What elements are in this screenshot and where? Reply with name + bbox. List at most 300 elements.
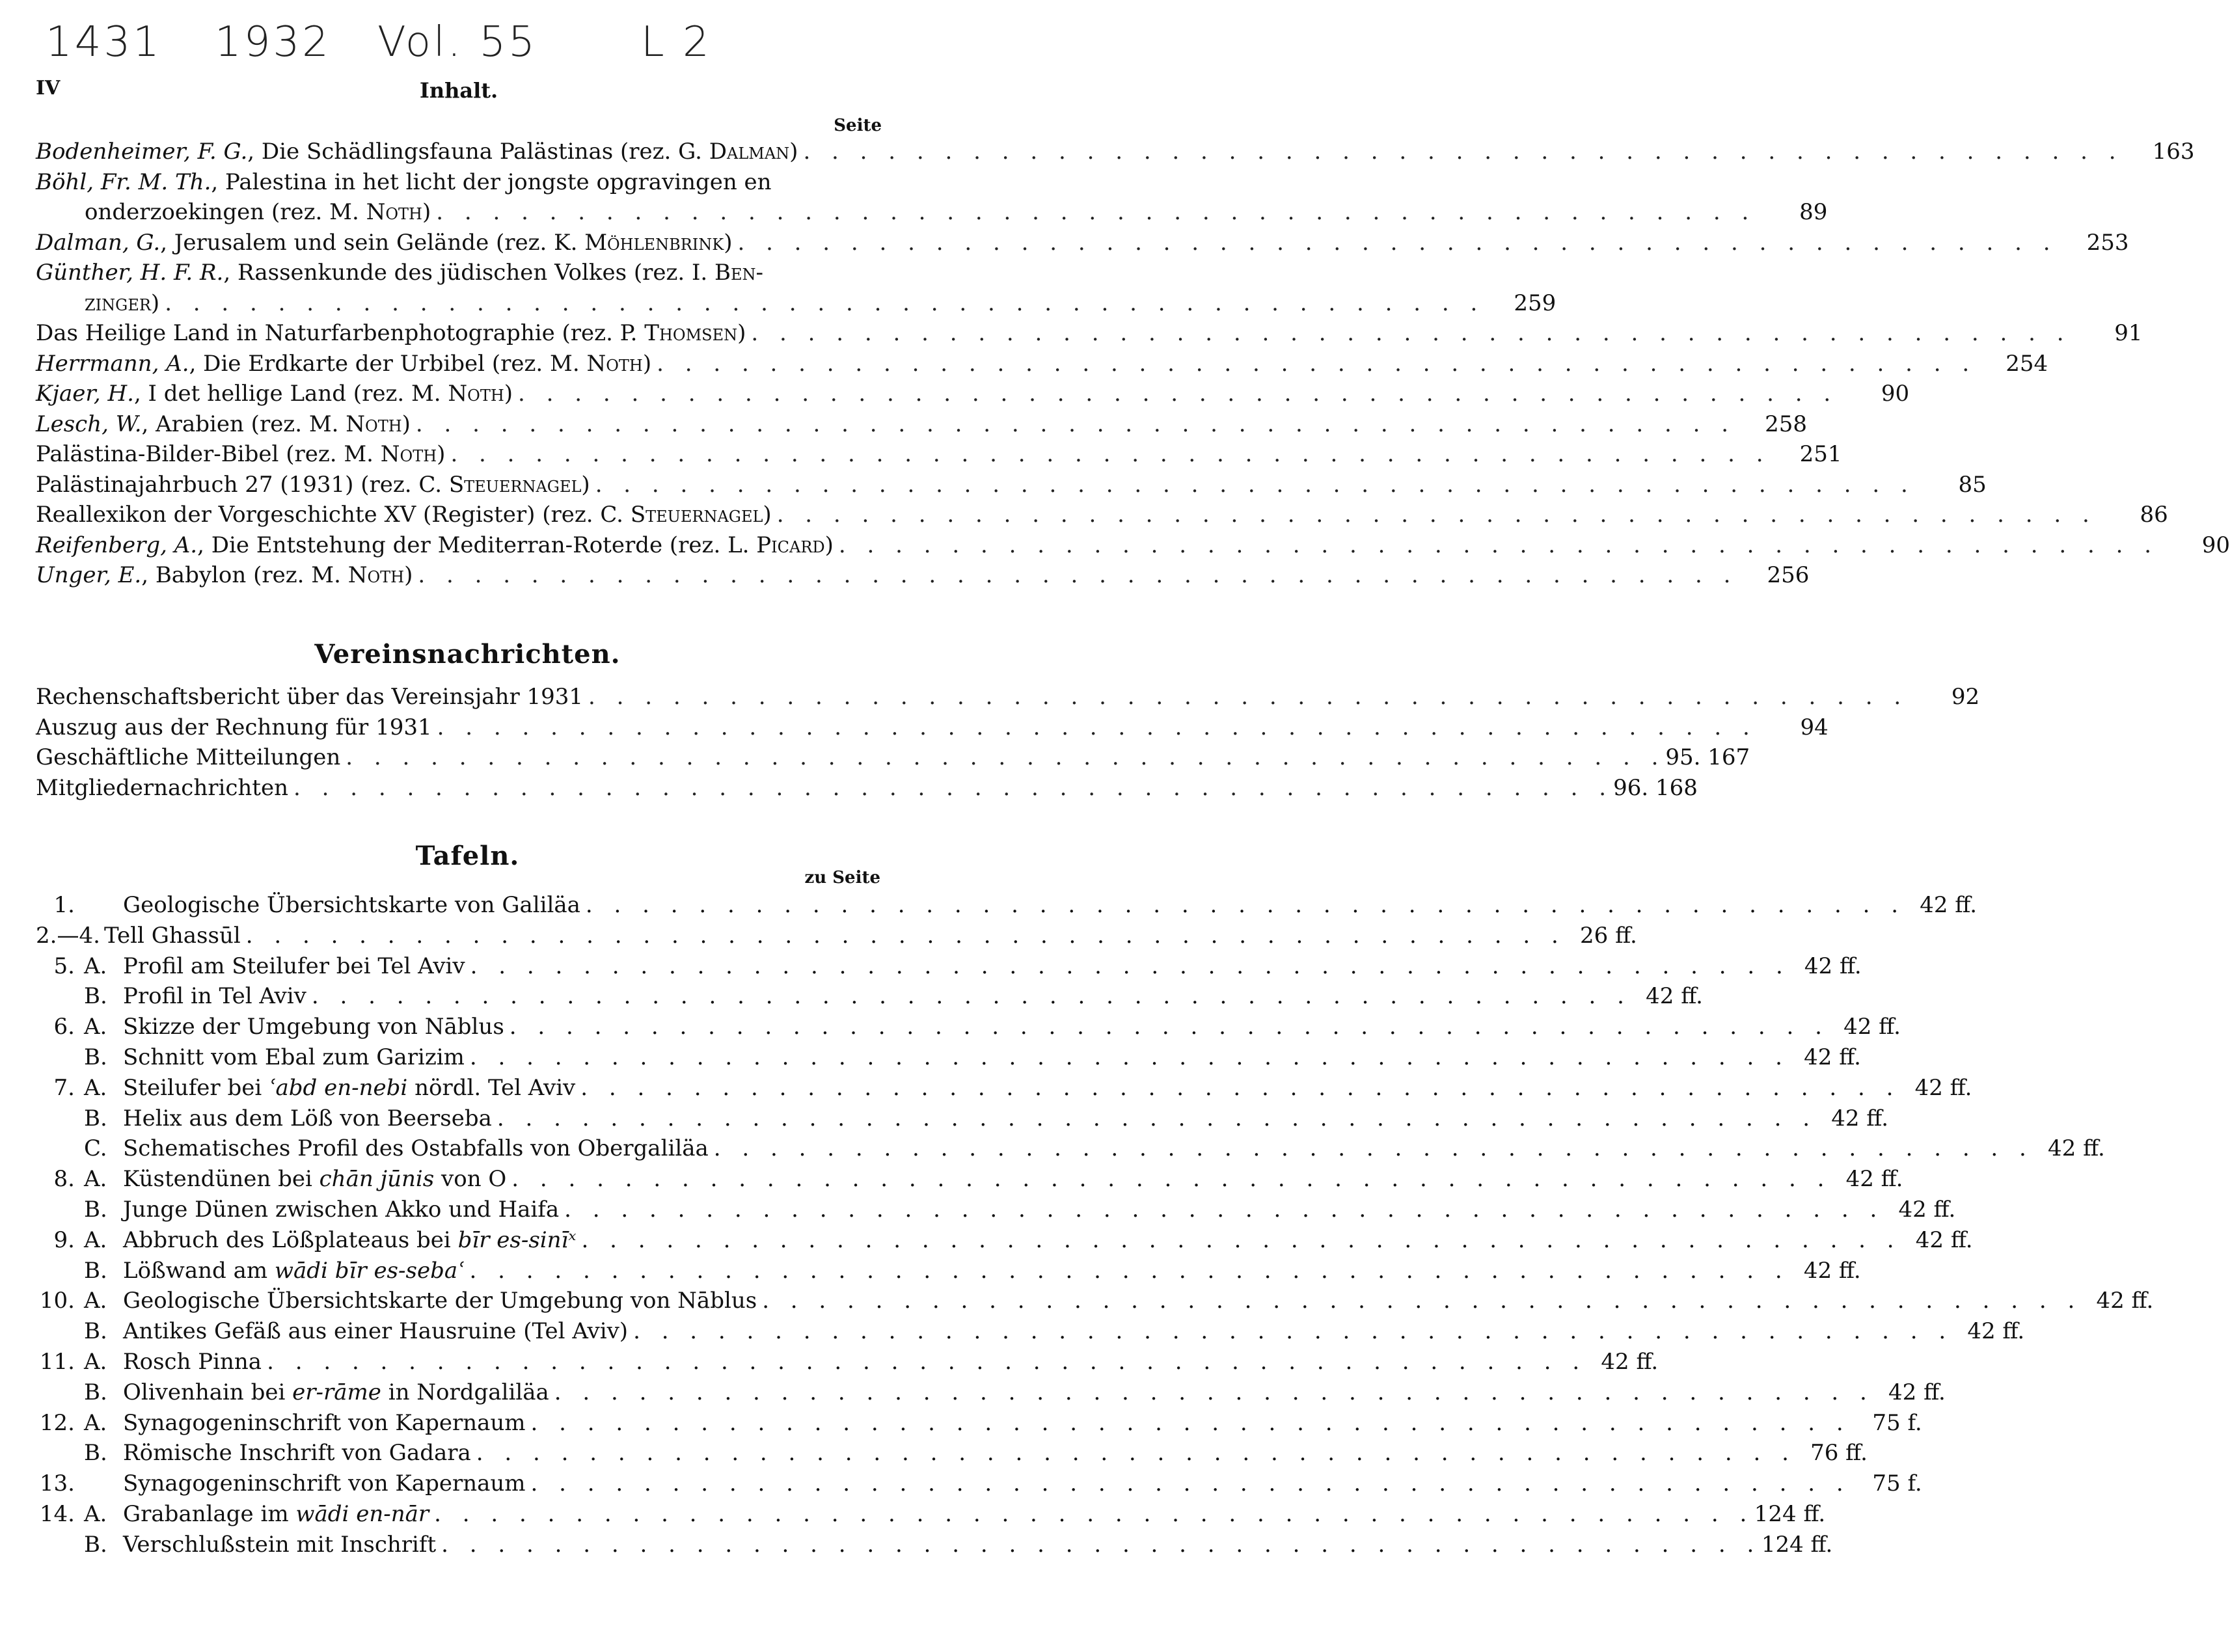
plate-text: [123, 1256, 1789, 1286]
page-ref: 76 ff.: [1810, 1440, 1868, 1467]
leader-dots: . . . . . . . . . . . . . . . . . . . . . . . . . . . . . . . . . . . . . . . . . . . . . . .: [165, 290, 1485, 316]
verein-text: [36, 682, 1908, 712]
tafel-entry: [36, 1012, 1901, 1042]
plate-text: [123, 1499, 1754, 1530]
handwritten-annotation: [46, 18, 891, 77]
page-ref: 42 ff.: [1646, 983, 1703, 1010]
plate-title: [123, 981, 306, 1012]
plate-text: [123, 1104, 1817, 1134]
page-ref: 92: [1951, 684, 1980, 710]
tafel-entry: [36, 1225, 1973, 1256]
verein-text: [36, 773, 1613, 804]
plate-sub: B.: [84, 1196, 107, 1223]
leader-dots: . . . . . . . . . . . . . . . . . . . . . . . . . . . . . . . . . . . . . . . . . . . . . . .: [509, 1014, 1829, 1040]
plate-title-part: Profil in Tel Aviv: [123, 983, 306, 1010]
review-close: ): [504, 381, 513, 407]
plate-title-part: Schematisches Profil des Ostabfalls von Obergaliläa: [123, 1135, 709, 1162]
plate-title-part: von O: [434, 1166, 507, 1193]
tafel-entry: [36, 1286, 2154, 1316]
reviewer-name: Thomsen: [644, 320, 738, 346]
verein-title: Geschäftliche Mitteilungen: [36, 744, 341, 770]
tafel-entry: [36, 1195, 1956, 1225]
review-close: ): [724, 229, 733, 256]
plate-sub: A.: [84, 1288, 107, 1314]
leader-dots: . . . . . . . . . . . . . . . . . . . . . . . . . . . . . . . . . . . . . . . . . . . . . . .: [437, 714, 1757, 740]
plate-text: [123, 1164, 1831, 1195]
review-entry: [36, 258, 880, 288]
plate-title-part: Antikes Gefäß aus einer Hausruine (Tel Aviv): [123, 1318, 629, 1345]
plate-title: [123, 1438, 471, 1469]
page-ref: 124 ff.: [1754, 1500, 1826, 1527]
plate-title-part: Synagogeninschrift von Kapernaum: [123, 1470, 526, 1497]
plate-sub: A.: [84, 1226, 107, 1253]
reviews-list: [36, 137, 2230, 591]
plate-title-part: Tell Ghassūl: [104, 922, 241, 949]
page-ref: 42 ff.: [1804, 953, 1862, 979]
plate-sub: B.: [84, 1440, 107, 1467]
review-title: Palästinajahrbuch 27 (1931) (rez. C.: [36, 471, 449, 498]
plate-place: wādi bīr es-sebaʿ: [274, 1257, 465, 1284]
plate-number: 1.: [53, 892, 75, 918]
verein-entry: [36, 742, 1750, 773]
plate-sub: A.: [84, 953, 107, 979]
plate-title: [123, 1073, 575, 1104]
review-author: Herrmann, A.: [36, 350, 189, 377]
plate-title-part: Steilufer bei: [123, 1074, 269, 1101]
plate-title-part: Rosch Pinna: [123, 1348, 262, 1375]
tafel-entry: [36, 1316, 2025, 1347]
page-ref: 42 ff.: [1915, 1226, 1973, 1253]
plate-title: [123, 1347, 262, 1377]
plate-text: [123, 1469, 1851, 1499]
plate-sub: A.: [84, 1409, 107, 1436]
plate-place: er-rāme: [292, 1379, 381, 1405]
plate-title: [123, 951, 465, 982]
review-title: onderzoekingen (rez. M.: [85, 199, 366, 225]
plate-title: [123, 1164, 506, 1195]
page-ref: 95. 167: [1665, 744, 1750, 770]
verein-title: Mitgliedernachrichten: [36, 774, 288, 801]
reviewer-name: Noth: [380, 441, 437, 467]
review-entry: [36, 439, 1842, 470]
plate-number: 11.: [39, 1348, 75, 1375]
tafel-entry: [36, 1530, 1833, 1560]
plate-number: 10.: [39, 1288, 75, 1314]
review-close: ): [737, 320, 746, 346]
plate-text: [123, 1438, 1796, 1469]
plate-title: [123, 1377, 549, 1408]
plate-text: [123, 1408, 1851, 1439]
review-author: Kjaer, H.: [36, 381, 134, 407]
review-entry: [36, 228, 2129, 258]
leader-dots: . . . . . . . . . . . . . . . . . . . . . . . . . . . . . . . . . . . . . . . . . . . . . . .: [530, 1409, 1851, 1436]
review-title: , Jerusalem und sein Gelände (rez. K.: [160, 229, 585, 256]
tafel-entry: [36, 951, 1862, 982]
review-close: ): [824, 532, 834, 558]
plate-title-part: Lößwand am: [123, 1257, 275, 1284]
page-ref: 85: [1958, 471, 1987, 498]
review-close: ): [404, 562, 413, 588]
tafel-entry: [36, 1408, 1922, 1439]
leader-dots: . . . . . . . . . . . . . . . . . . . . . . . . . . . . . . . . . . . . . . . . . . . . . . .: [530, 1470, 1851, 1497]
review-title: Reallexikon der Vorgeschichte XV (Register) (rez. C.: [36, 502, 631, 528]
plate-title-part: Helix aus dem Löß von Beerseba: [123, 1105, 492, 1131]
plate-sub: B.: [84, 1105, 107, 1131]
verein-text: [36, 712, 1757, 743]
plate-number: 12.: [39, 1409, 75, 1436]
plate-title-part: Geologische Übersichtskarte der Umgebung von Nāblus: [123, 1288, 757, 1314]
plate-title: [123, 1256, 465, 1286]
plate-sub: A.: [84, 1500, 107, 1527]
leader-dots: . . . . . . . . . . . . . . . . . . . . . . . . . . . . . . . . . . . . . . . . . . . . . . .: [476, 1440, 1796, 1467]
leader-dots: . . . . . . . . . . . . . . . . . . . . . . . . . . . . . . . . . . . . . . . . . . . . . . .: [450, 441, 1771, 467]
tafel-entry: [36, 1499, 1826, 1530]
review-author: Dalman, G.: [36, 229, 161, 256]
review-entry: [36, 167, 880, 198]
plate-title: [123, 1133, 709, 1164]
plate-title: [123, 1042, 465, 1073]
plate-title: [123, 1530, 436, 1560]
leader-dots: . . . . . . . . . . . . . . . . . . . . . . . . . . . . . . . . . . . . . . . . . . . . . . .: [415, 411, 1736, 437]
leader-dots: . . . . . . . . . . . . . . . . . . . . . . . . . . . . . . . . . . . . . . . . . . . . . . .: [469, 1257, 1789, 1284]
review-text: [36, 560, 1737, 591]
review-title: , Babylon (rez. M.: [141, 562, 348, 588]
review-entry: [36, 500, 2168, 530]
review-text: [36, 197, 1756, 228]
hand-note-c: Vol. 55: [377, 18, 537, 66]
reviewer-name: Möhlenbrink: [584, 229, 724, 256]
page-ref: 90: [1881, 381, 1910, 407]
verein-list: [36, 682, 1980, 803]
plate-text: [123, 1530, 1761, 1560]
plate-sub: B.: [84, 1531, 107, 1558]
leader-dots: . . . . . . . . . . . . . . . . . . . . . . . . . . . . . . . . . . . . . . . . . . . . . . .: [633, 1318, 1953, 1345]
review-title: Das Heilige Land in Naturfarbenphotographie (rez. P.: [36, 320, 645, 346]
tafel-entry: [36, 890, 1978, 921]
review-entry: [36, 349, 2048, 379]
tafeln-list: [36, 890, 2154, 1560]
review-text: [36, 228, 2058, 258]
review-text: [36, 349, 1976, 379]
leader-dots: . . . . . . . . . . . . . . . . . . . . . . . . . . . . . . . . . . . . . . . . . . . . . . .: [762, 1288, 2082, 1314]
page-ref: 90: [2201, 532, 2230, 558]
leader-dots: . . . . . . . . . . . . . . . . . . . . . . . . . . . . . . . . . . . . . . . . . . . . . . .: [346, 744, 1666, 770]
plate-place: chān jūnis: [319, 1166, 435, 1193]
leader-dots: . . . . . . . . . . . . . . . . . . . . . . . . . . . . . . . . . . . . . . . . . . . . . . .: [657, 350, 1977, 377]
plate-place: bīr es-sinīˣ: [457, 1226, 577, 1253]
plate-title-part: Profil am Steilufer bei Tel Aviv: [123, 953, 465, 979]
leader-dots: . . . . . . . . . . . . . . . . . . . . . . . . . . . . . . . . . . . . . . . . . . . . . . .: [293, 774, 1614, 801]
plate-place: ʿabd en-nebi: [269, 1074, 408, 1101]
plate-sub: A.: [84, 1074, 107, 1101]
running-header: [36, 77, 882, 135]
tafel-entry: [36, 1469, 1922, 1499]
page-ref: 75 f.: [1872, 1409, 1922, 1436]
page-ref: 42 ff.: [1914, 1074, 1972, 1101]
hand-note-d: L 2: [641, 18, 712, 66]
tafel-entry: [36, 1104, 1889, 1134]
review-line: [85, 197, 431, 228]
page-ref: 256: [1767, 562, 1810, 588]
leader-dots: . . . . . . . . . . . . . . . . . . . . . . . . . . . . . . . . . . . . . . . . . . . . . . .: [511, 1166, 1832, 1193]
plate-title-part: Grabanlage im: [123, 1500, 296, 1527]
tafel-entry: [36, 1042, 1861, 1073]
plate-sub: A.: [84, 1166, 107, 1193]
plate-sub: A.: [84, 1014, 107, 1040]
review-line: [36, 470, 590, 500]
plate-title-part: Olivenhain bei: [123, 1379, 293, 1405]
plate-number: 13.: [39, 1470, 75, 1497]
plate-sub: B.: [84, 983, 107, 1010]
review-close: ): [150, 290, 160, 316]
leader-dots: . . . . . . . . . . . . . . . . . . . . . . . . . . . . . . . . . . . . . . . . . . . . . . .: [737, 229, 2058, 256]
review-entry: [36, 379, 1910, 409]
tafel-entry: [36, 1133, 2105, 1164]
plate-sub: B.: [84, 1044, 107, 1070]
tafel-entry: [36, 1073, 1972, 1104]
reviewer-name: Noth: [586, 350, 643, 377]
leader-dots: . . . . . . . . . . . . . . . . . . . . . . . . . . . . . . . . . . . . . . . . . . . . . . .: [588, 684, 1909, 710]
hand-note-b: 1932: [215, 18, 331, 66]
page-ref: 42 ff.: [1888, 1379, 1946, 1405]
review-title: , I det hellige Land (rez. M.: [133, 381, 448, 407]
review-close: ): [422, 199, 431, 225]
leader-dots: . . . . . . . . . . . . . . . . . . . . . . . . . . . . . . . . . . . . . . . . . . . . . . .: [838, 532, 2159, 558]
tafel-entry: [36, 1347, 1659, 1377]
review-text: [36, 167, 809, 198]
leader-dots: . . . . . . . . . . . . . . . . . . . . . . . . . . . . . . . . . . . . . . . . . . . . . . .: [595, 471, 1915, 498]
review-author: Reifenberg, A.: [36, 532, 198, 558]
page-ref: 251: [1799, 441, 1842, 467]
review-line: [36, 349, 651, 379]
review-title: Palästina-Bilder-Bibel (rez. M.: [36, 441, 381, 467]
review-line: [36, 137, 798, 167]
plate-number: 6.: [53, 1014, 75, 1040]
page-ref: 259: [1514, 290, 1557, 316]
verein-text: [36, 742, 1665, 773]
tafel-entry: [36, 1164, 1903, 1195]
reviewer-name: Ben-: [714, 260, 764, 286]
review-line: [36, 409, 411, 440]
tafel-entry: [36, 1256, 1861, 1286]
plate-title: [123, 1012, 504, 1042]
plate-text: [123, 1316, 1953, 1347]
review-close: ): [437, 441, 446, 467]
seite-label: Seite: [834, 116, 882, 135]
page-ref: 75 f.: [1872, 1470, 1922, 1497]
review-title: , Die Schädlingsfauna Palästinas (rez. G.: [247, 139, 709, 165]
page-ref: 42 ff.: [1803, 1257, 1861, 1284]
plate-text: [123, 981, 1631, 1012]
plate-title-part: Römische Inschrift von Gadara: [123, 1440, 471, 1467]
review-entry: [36, 470, 1987, 500]
review-text: [36, 379, 1838, 409]
review-entry: [36, 137, 2195, 167]
plate-number: 2.—4.: [36, 922, 100, 949]
verein-title: Rechenschaftsbericht über das Vereinsjahr 1931: [36, 684, 584, 710]
review-close: ): [401, 411, 411, 437]
plate-title-part: Skizze der Umgebung von Nāblus: [123, 1014, 504, 1040]
verein-entry: [36, 773, 1698, 804]
leader-dots: . . . . . . . . . . . . . . . . . . . . . . . . . . . . . . . . . . . . . . . . . . . . . . .: [554, 1379, 1874, 1405]
review-author: Günther, H. F. R.: [36, 260, 224, 286]
review-text: [36, 409, 1735, 440]
plate-title-part: Junge Dünen zwischen Akko und Haifa: [123, 1196, 560, 1223]
plate-title-part: Synagogeninschrift von Kapernaum: [123, 1409, 526, 1436]
page-ref: 42 ff.: [1898, 1196, 1956, 1223]
plate-text: [123, 1347, 1586, 1377]
page-ref: 42 ff.: [2096, 1288, 2154, 1314]
plate-text: [104, 921, 1566, 951]
leader-dots: . . . . . . . . . . . . . . . . . . . . . . . . . . . . . . . . . . . . . . . . . . . . . . .: [469, 1044, 1789, 1070]
plate-title-part: Geologische Übersichtskarte von Galiläa: [123, 892, 580, 918]
plate-text: [123, 1133, 2033, 1164]
tafel-entry: [36, 1377, 1946, 1408]
plate-sub: B.: [84, 1257, 107, 1284]
page-ref: 42 ff.: [1804, 1044, 1861, 1070]
page-ref: 42 ff.: [1843, 1014, 1901, 1040]
plate-text: [123, 1195, 1884, 1225]
leader-dots: . . . . . . . . . . . . . . . . . . . . . . . . . . . . . . . . . . . . . . . . . . . . . . .: [564, 1196, 1884, 1223]
tafeln-heading: Tafeln.: [415, 841, 520, 871]
leader-dots: . . . . . . . . . . . . . . . . . . . . . . . . . . . . . . . . . . . . . . . . . . . . . . .: [803, 139, 2123, 165]
leader-dots: . . . . . . . . . . . . . . . . . . . . . . . . . . . . . . . . . . . . . . . . . . . . . . .: [518, 381, 1838, 407]
review-close: ): [763, 502, 772, 528]
review-close: ): [642, 350, 652, 377]
review-text: [36, 288, 1484, 319]
verein-title: Auszug aus der Rechnung für 1931: [36, 714, 432, 740]
reviewer-name: Steuernagel: [448, 471, 582, 498]
review-line: [36, 439, 445, 470]
page-ref: 89: [1799, 199, 1828, 225]
plate-text: [123, 1042, 1789, 1073]
review-title: , Arabien (rez. M.: [141, 411, 346, 437]
hand-note-a: 1431: [46, 18, 162, 66]
reviewer-name: Noth: [366, 199, 422, 225]
review-line: [36, 258, 763, 288]
page-ref: 91: [2114, 320, 2143, 346]
review-line: [85, 288, 159, 319]
leader-dots: . . . . . . . . . . . . . . . . . . . . . . . . . . . . . . . . . . . . . . . . . . . . . . .: [751, 320, 2071, 346]
leader-dots: . . . . . . . . . . . . . . . . . . . . . . . . . . . . . . . . . . . . . . . . . . . . . . .: [713, 1135, 2033, 1162]
reviewer-name: Steuernagel: [630, 502, 763, 528]
leader-dots: . . . . . . . . . . . . . . . . . . . . . . . . . . . . . . . . . . . . . . . . . . . . . . .: [776, 502, 2097, 528]
leader-dots: . . . . . . . . . . . . . . . . . . . . . . . . . . . . . . . . . . . . . . . . . . . . . . .: [245, 922, 1566, 949]
plate-text: [123, 1225, 1901, 1256]
review-entry-cont: [36, 197, 1828, 228]
review-text: [36, 500, 2097, 530]
review-text: [36, 530, 2158, 561]
leader-dots: . . . . . . . . . . . . . . . . . . . . . . . . . . . . . . . . . . . . . . . . . . . . . . .: [581, 1226, 1901, 1253]
page-ref: 86: [2140, 502, 2168, 528]
review-close: ): [789, 139, 798, 165]
leader-dots: . . . . . . . . . . . . . . . . . . . . . . . . . . . . . . . . . . . . . . . . . . . . . . .: [311, 983, 1631, 1010]
plate-number: 8.: [53, 1166, 75, 1193]
reviewer-name: Noth: [346, 411, 402, 437]
leader-dots: . . . . . . . . . . . . . . . . . . . . . . . . . . . . . . . . . . . . . . . . . . . . . . .: [496, 1105, 1817, 1131]
plate-title-part: Abbruch des Lößplateaus bei: [123, 1226, 458, 1253]
review-entry: [36, 318, 2143, 349]
plate-title: [123, 1104, 492, 1134]
page-ref: 42 ff.: [2048, 1135, 2105, 1162]
plate-title-part: nördl. Tel Aviv: [407, 1074, 576, 1101]
page-ref: 42 ff.: [1845, 1166, 1903, 1193]
page-title: Inhalt.: [419, 78, 498, 103]
review-title: , Palestina in het licht der jongste opgravingen en: [211, 169, 772, 195]
plate-title: [123, 1225, 577, 1256]
page-number: IV: [36, 77, 61, 100]
review-title: , Die Erdkarte der Urbibel (rez. M.: [189, 350, 587, 377]
plate-title: [123, 1408, 526, 1439]
review-author: Böhl, Fr. M. Th.: [36, 169, 211, 195]
page-ref: 42 ff.: [1831, 1105, 1889, 1131]
review-line: [36, 560, 413, 591]
plate-text: [123, 951, 1790, 982]
reviewer-name: zinger: [85, 290, 151, 316]
review-title: , Die Entstehung der Mediterran-Roterde (rez. L.: [197, 532, 757, 558]
tafel-entry: [36, 981, 1703, 1012]
review-line: [36, 530, 834, 561]
review-text: [36, 318, 2071, 349]
leader-dots: . . . . . . . . . . . . . . . . . . . . . . . . . . . . . . . . . . . . . . . . . . . . . . .: [585, 892, 1906, 918]
verein-heading: Vereinsnachrichten.: [314, 639, 621, 670]
reviewer-name: Noth: [448, 381, 504, 407]
reviewer-name: Noth: [347, 562, 405, 588]
page-ref: 96. 168: [1613, 774, 1698, 801]
page-ref: 42 ff.: [1967, 1318, 2025, 1345]
plate-title: [123, 1316, 628, 1347]
page-ref: 26 ff.: [1580, 922, 1637, 949]
plate-number: 5.: [53, 953, 75, 979]
plate-title-part: Küstendünen bei: [123, 1166, 320, 1193]
review-text: [36, 470, 1915, 500]
plate-text: [123, 1377, 1874, 1408]
review-author: Bodenheimer, F. G.: [36, 139, 248, 165]
leader-dots: . . . . . . . . . . . . . . . . . . . . . . . . . . . . . . . . . . . . . . . . . . . . . . .: [441, 1531, 1761, 1558]
review-entry: [36, 560, 1810, 591]
page-ref: 42 ff.: [1920, 892, 1978, 918]
review-author: Lesch, W.: [36, 411, 142, 437]
review-line: [36, 500, 772, 530]
plate-sub: C.: [84, 1135, 107, 1162]
review-line: [36, 167, 772, 198]
plate-title-part: in Nordgaliläa: [381, 1379, 549, 1405]
plate-title: [123, 1195, 559, 1225]
plate-text: [123, 890, 1905, 921]
plate-title: [123, 1499, 429, 1530]
leader-dots: . . . . . . . . . . . . . . . . . . . . . . . . . . . . . . . . . . . . . . . . . . . . . . .: [580, 1074, 1901, 1101]
reviewer-name: Dalman: [709, 139, 790, 165]
review-text: [36, 439, 1771, 470]
review-title: , Rassenkunde des jüdischen Volkes (rez. I.: [223, 260, 715, 286]
review-close: ): [581, 471, 590, 498]
page-ref: 253: [2086, 229, 2129, 256]
leader-dots: . . . . . . . . . . . . . . . . . . . . . . . . . . . . . . . . . . . . . . . . . . . . . . .: [470, 953, 1790, 979]
review-entry-cont: [36, 288, 1557, 319]
plate-title-part: Verschlußstein mit Inschrift: [123, 1531, 437, 1558]
leader-dots: . . . . . . . . . . . . . . . . . . . . . . . . . . . . . . . . . . . . . . . . . . . . . . .: [418, 562, 1738, 588]
plate-number: 14.: [39, 1500, 75, 1527]
leader-dots: . . . . . . . . . . . . . . . . . . . . . . . . . . . . . . . . . . . . . . . . . . . . . . .: [436, 199, 1756, 225]
page-ref: 254: [2006, 350, 2048, 377]
plate-title: [104, 921, 241, 951]
verein-entry: [36, 712, 1829, 743]
plate-title: [123, 1469, 526, 1499]
plate-number: 7.: [53, 1074, 75, 1101]
page-ref: 163: [2152, 139, 2195, 165]
review-line: [36, 228, 732, 258]
reviewer-name: Picard: [756, 532, 825, 558]
